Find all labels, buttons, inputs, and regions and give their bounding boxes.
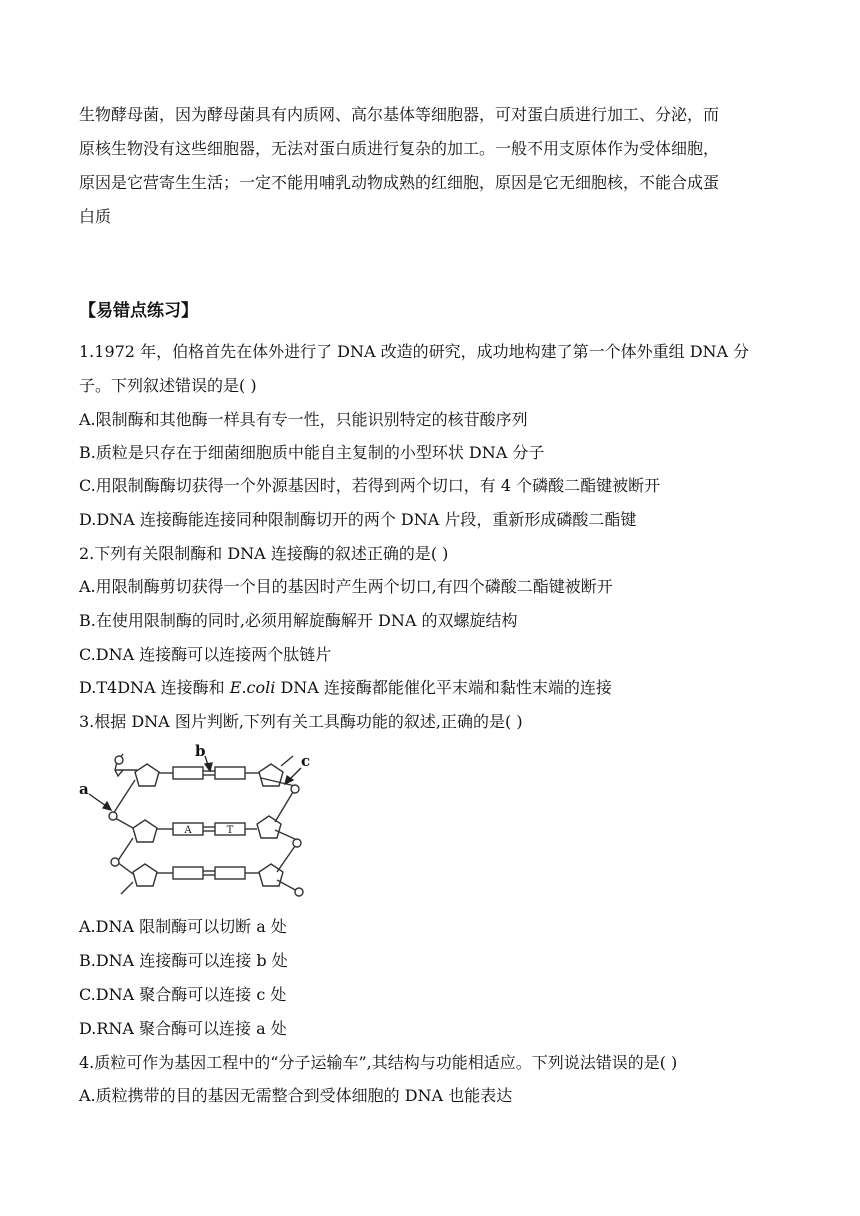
arrow-b-head [205, 763, 212, 771]
phosphate-left-1 [115, 756, 123, 764]
intro-line-3: 原因是它营寄生生活；一定不能用哺乳动物成熟的红细胞，原因是它无细胞核，不能合成蛋 [79, 173, 720, 192]
q4-option-a: A.质粒携带的目的基因无需整合到受体细胞的 DNA 也能表达 [79, 1086, 513, 1105]
q3-stem: 3.根据 DNA 图片判断,下列有关工具酶功能的叙述,正确的是( ) [79, 712, 523, 731]
left-backbone-seg-1 [113, 780, 135, 814]
sugar-right-3 [259, 864, 283, 886]
label-a: a [79, 780, 89, 798]
label-b: b [195, 742, 206, 760]
phosphate-right-1 [291, 785, 299, 793]
sugar-left-2 [133, 820, 157, 842]
row3-base-right [215, 867, 245, 879]
left-backbone-seg-2 [115, 818, 133, 828]
intro-line-2: 原核生物没有这些细胞器，无法对蛋白质进行复杂的加工。一般不用支原体作为受体细胞， [79, 139, 720, 158]
section-title: 【易错点练习】 [79, 301, 198, 321]
q1-stem-line-2: 子。下列叙述错误的是( ) [79, 376, 257, 395]
q1-option-d: D.DNA 连接酶能连接同种限制酶切开的两个 DNA 片段，重新形成磷酸二酯键 [79, 510, 637, 529]
q2-option-d-post: DNA 连接酶都能催化平末端和黏性末端的连接 [275, 678, 612, 697]
right-backbone-seg-4 [277, 846, 295, 872]
q2-stem: 2.下列有关限制酶和 DNA 连接酶的叙述正确的是( ) [79, 544, 449, 563]
q2-option-d-italic: E.coli [229, 678, 276, 697]
q2-option-b: B.在使用限制酶的同时,必须用解旋酶解开 DNA 的双螺旋结构 [79, 611, 518, 630]
right-backbone-seg-2 [275, 792, 293, 822]
q2-option-d-pre: D.T4DNA 连接酶和 [79, 678, 230, 697]
q3-option-d: D.RNA 聚合酶可以连接 a 处 [79, 1019, 287, 1038]
intro-line-4: 白质 [79, 207, 112, 226]
q1-option-b: B.质粒是只存在于细菌细胞质中能自主复制的小型环状 DNA 分子 [79, 443, 545, 462]
row1-base-left [173, 767, 203, 779]
q1-option-c: C.用限制酶酶切获得一个外源基因时，若得到两个切口，有 4 个磷酸二酯键被断开 [79, 476, 661, 495]
left-backbone-seg-5 [121, 882, 133, 894]
left-backbone-seg-4 [117, 862, 133, 874]
intro-line-1: 生物酵母菌，因为酵母菌具有内质网、高尔基体等细胞器，可对蛋白质进行加工、分泌，而 [79, 105, 720, 124]
row3-base-left [173, 867, 203, 879]
q2-option-c: C.DNA 连接酶可以连接两个肽链片 [79, 645, 332, 664]
phosphate-left-3 [111, 858, 119, 866]
q1-option-a: A.限制酶和其他酶一样具有专一性，只能识别特定的核苷酸序列 [79, 410, 528, 429]
q3-option-a: A.DNA 限制酶可以切断 a 处 [79, 917, 287, 936]
sugar-right-1 [259, 764, 283, 786]
right-backbone-top [281, 756, 293, 766]
base-label-t: T [226, 825, 234, 836]
base-label-a: A [184, 825, 192, 836]
q2-option-d [79, 677, 612, 699]
sugar-left-1 [135, 764, 159, 786]
phosphate-left-2 [109, 812, 117, 820]
q1-stem-line-1: 1.1972 年，伯格首先在体外进行了 DNA 改造的研究，成功地构建了第一个体外重组 DNA 分 [79, 342, 750, 361]
q2-option-a: A.用限制酶剪切获得一个目的基因时产生两个切口,有四个磷酸二酯键被断开 [79, 577, 613, 596]
dna-structure-figure [75, 742, 315, 902]
q3-option-c: C.DNA 聚合酶可以连接 c 处 [79, 985, 287, 1004]
phosphate-right-2 [293, 839, 301, 847]
row1-base-right [215, 767, 245, 779]
q4-stem: 4.质粒可作为基因工程中的“分子运输车”,其结构与功能相适应。下列说法错误的是( ) [79, 1053, 678, 1072]
phosphate-right-3 [295, 888, 303, 896]
q3-option-b: B.DNA 连接酶可以连接 b 处 [79, 951, 288, 970]
left-backbone-seg-3 [117, 838, 133, 862]
label-c: c [301, 752, 311, 770]
arrow-a-head [103, 802, 111, 810]
sugar-left-3 [133, 864, 157, 886]
